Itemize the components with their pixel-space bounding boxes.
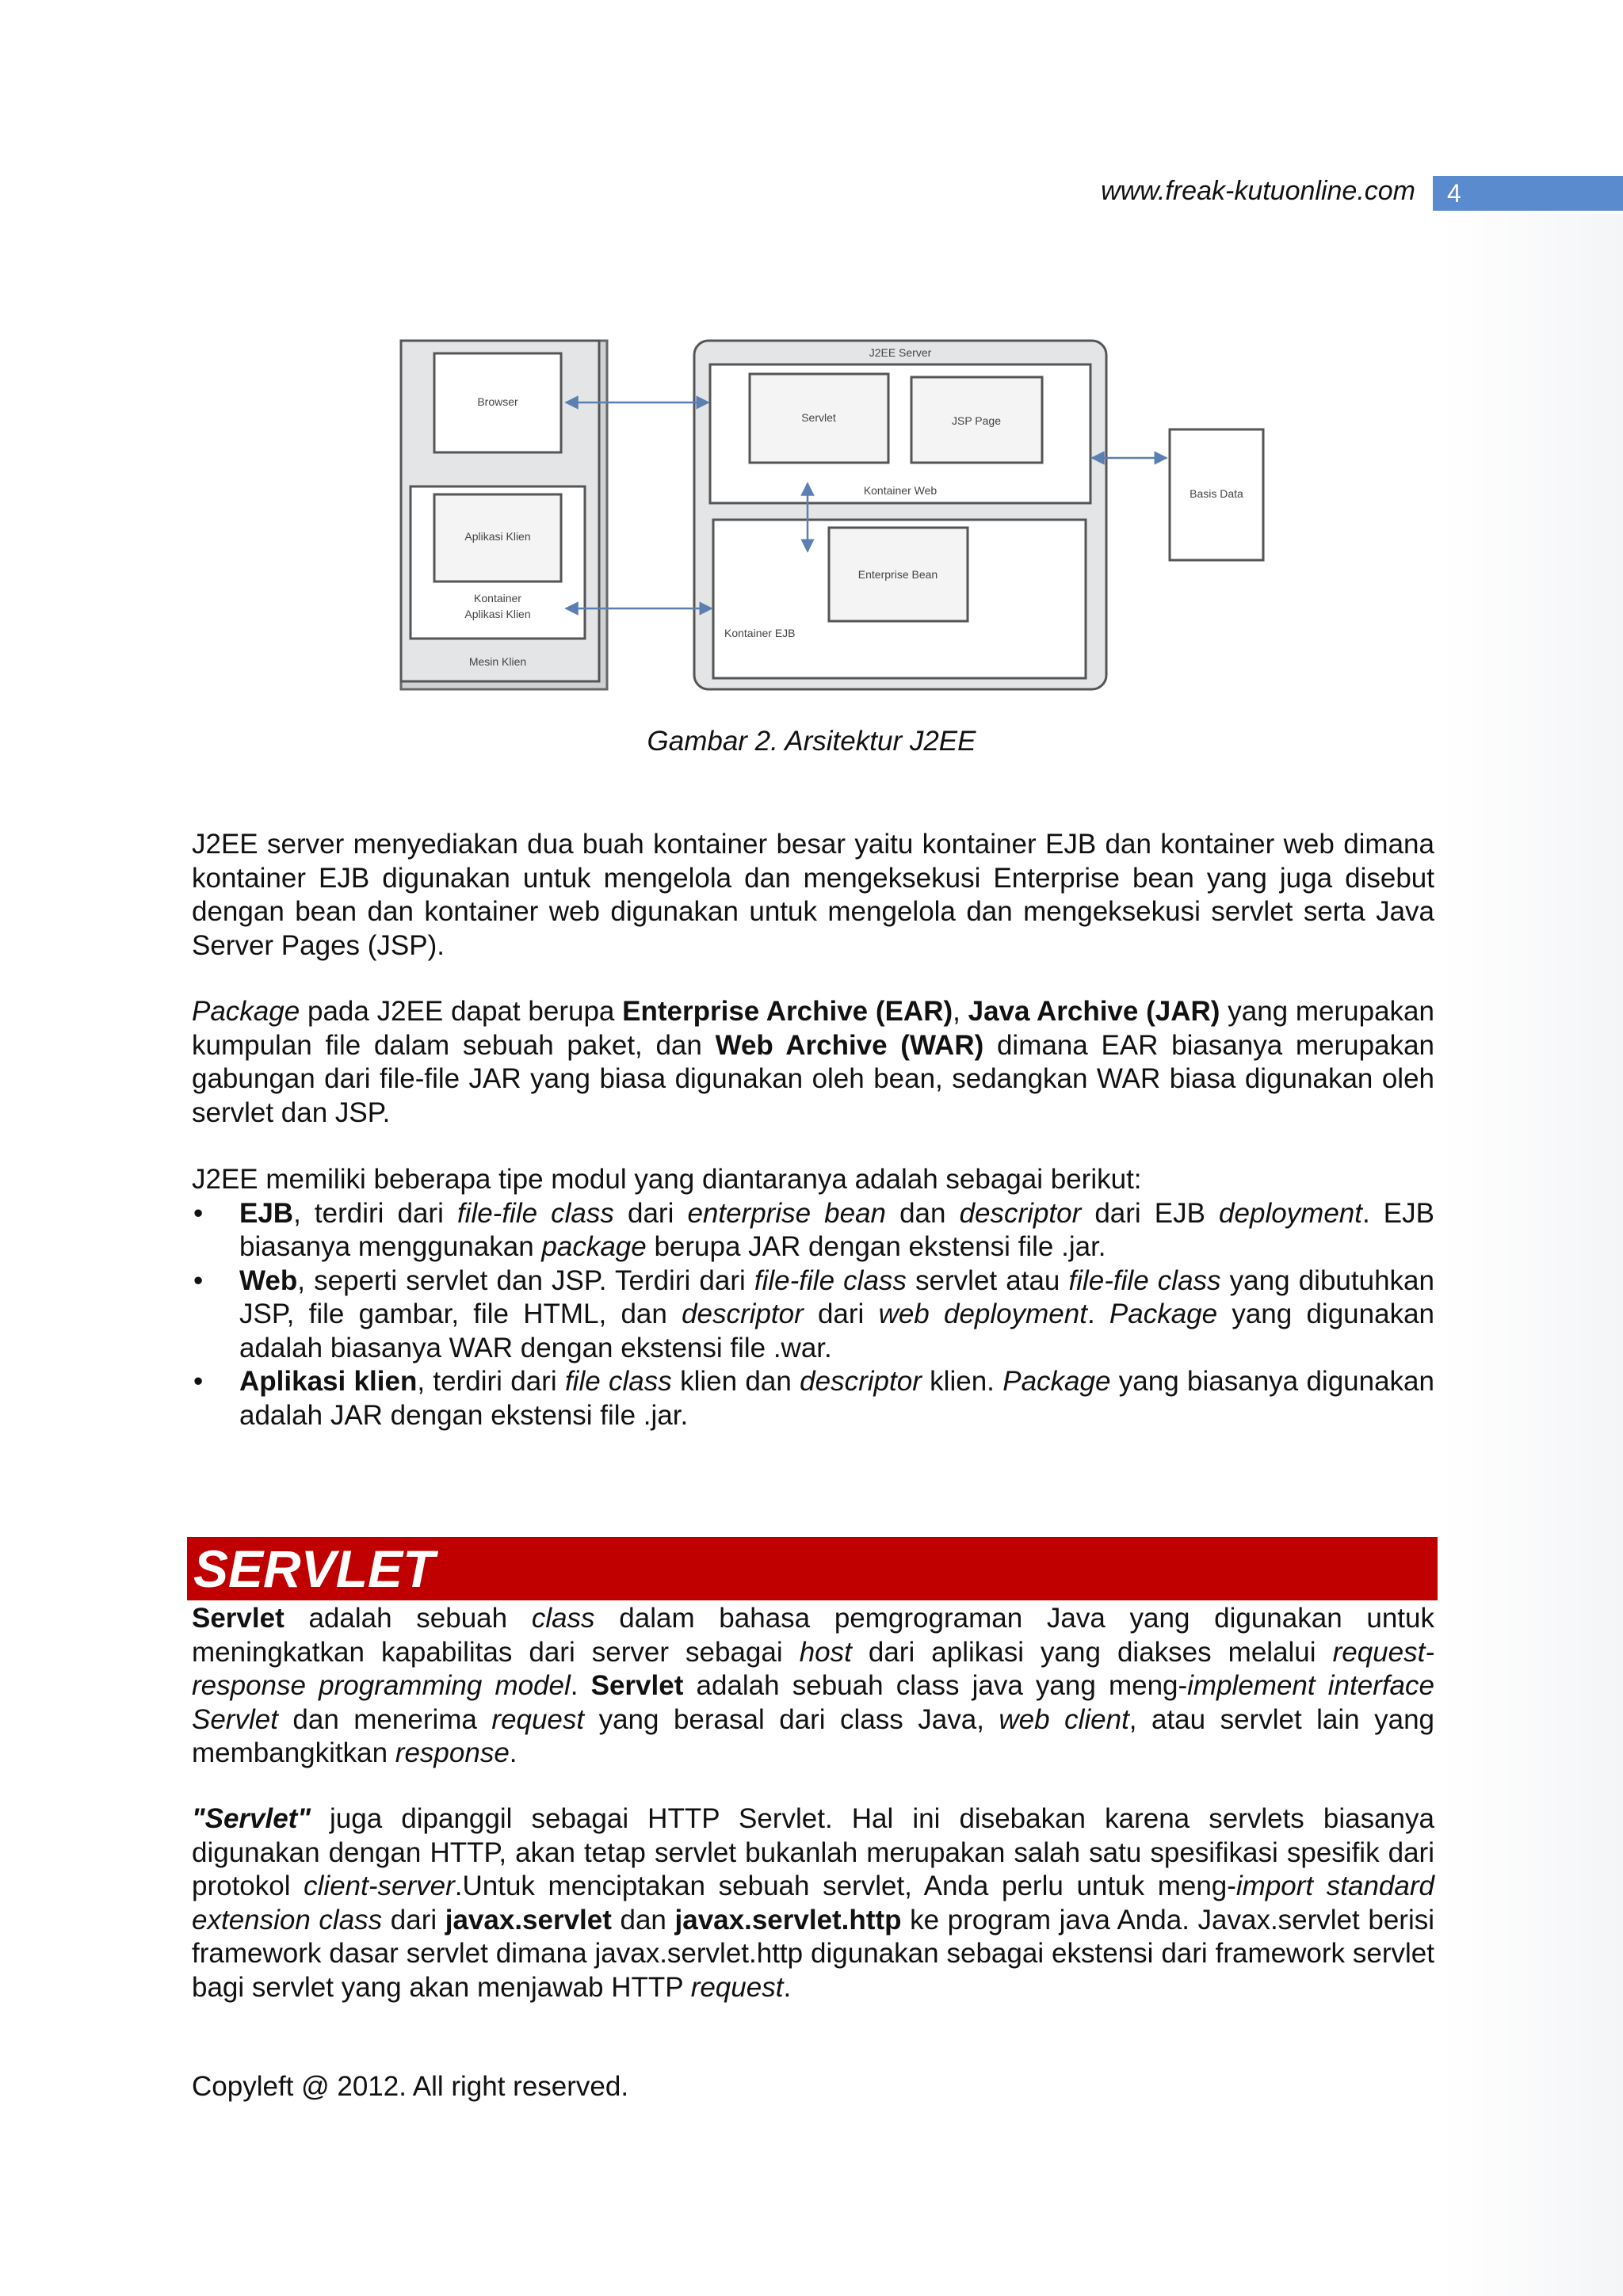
p2-span: Web Archive (WAR) xyxy=(715,1029,984,1061)
paragraph-servlet-1 xyxy=(192,1602,1434,1771)
p5-span: .Untuk menciptakan sebuah servlet, Anda perlu untuk meng- xyxy=(454,1871,1236,1901)
list-item xyxy=(192,1197,1434,1264)
p5-span: ke program java Anda. Javax.servlet berisi framework dasar servlet dimana javax.servlet.http digunakan sebagai ekstensi dari framework servlet bagi servlet yang akan menjawab HTTP xyxy=(192,1904,1434,2003)
li-span: descriptor xyxy=(959,1197,1082,1229)
p4-span: web client xyxy=(999,1703,1129,1735)
p2-span: Package xyxy=(192,996,300,1027)
li-span: file-file class xyxy=(1068,1264,1221,1296)
li-span: , seperti servlet dan JSP. Terdiri dari xyxy=(297,1264,754,1296)
li-span: file class xyxy=(564,1366,672,1397)
li-span: enterprise bean xyxy=(687,1197,887,1229)
li-span: descriptor xyxy=(800,1366,922,1397)
li-span: servlet atau xyxy=(906,1264,1069,1296)
bullet-icon: • xyxy=(193,1197,204,1229)
p5-span: request xyxy=(690,1971,784,2003)
li-span: Web xyxy=(239,1264,298,1296)
p5-span: import standard extension class xyxy=(192,1871,1434,1936)
footer-copyright: Copyleft @ 2012. All right reserved. xyxy=(192,2071,629,2102)
p4-span: implement interface Servlet xyxy=(192,1670,1434,1735)
p5-span: dari xyxy=(382,1904,445,1936)
li-span: package xyxy=(541,1231,647,1262)
paragraph-2 xyxy=(192,995,1434,1130)
p5-span: javax.servlet.http xyxy=(674,1904,902,1936)
j2ee-server-label: J2EE Server xyxy=(869,346,932,359)
li-span: yang biasanya digunakan adalah JAR dengan ekstensi file .jar. xyxy=(239,1366,1434,1431)
p5-span: juga dipanggil sebagai HTTP Servlet. Hal ini disebakan karena servlets biasanya digunakan dengan HTTP, akan tetap servlet bukanlah merupakan salah satu spesifikasi spesifik dari protokol xyxy=(192,1803,1434,1901)
client-machine-label: Mesin Klien xyxy=(468,655,527,668)
li-span: descriptor xyxy=(682,1299,804,1329)
enterprise-bean-label: Enterprise Bean xyxy=(857,568,938,581)
li-span: file-file class xyxy=(456,1197,614,1229)
module-list-section xyxy=(192,1163,1434,1432)
li-span: berupa JAR dengan ekstensi file .jar. xyxy=(646,1231,1106,1262)
p4-span: request-response programming model xyxy=(192,1636,1434,1701)
p4-span: dari aplikasi yang diakses melalui xyxy=(851,1636,1333,1668)
app-client-label: Aplikasi Klien xyxy=(464,530,531,543)
li-span: Package xyxy=(1109,1299,1218,1329)
header-url[interactable]: www.freak-kutuonline.com xyxy=(1101,176,1415,206)
paragraph-servlet-2 xyxy=(192,1802,1434,2004)
ejb-container-label: Kontainer EJB xyxy=(724,627,796,639)
p4-span: yang berasal dari class Java, xyxy=(584,1703,999,1735)
list-item xyxy=(192,1264,1434,1366)
section-title: SERVLET xyxy=(193,1539,435,1598)
jsp-page-label: JSP Page xyxy=(951,414,1002,427)
li-span: EJB xyxy=(239,1197,294,1229)
p4-span: adalah sebuah class java yang meng- xyxy=(683,1670,1188,1701)
p4-span: . xyxy=(570,1670,591,1701)
p4-span: , atau servlet lain yang membangkitkan xyxy=(192,1703,1434,1768)
p5-span: . xyxy=(783,1971,792,2003)
client-container-label-1: Kontainer xyxy=(474,592,521,605)
architecture-diagram xyxy=(393,333,1265,697)
bullet-icon: • xyxy=(193,1366,204,1397)
database-label: Basis Data xyxy=(1190,487,1243,500)
li-span: , terdiri dari xyxy=(293,1197,457,1229)
li-span: . EJB biasanya menggunakan xyxy=(239,1197,1434,1262)
li-span: Package xyxy=(1002,1366,1111,1397)
web-container-label: Kontainer Web xyxy=(863,484,938,497)
li-span: klien. xyxy=(921,1366,1003,1397)
p4-span: response xyxy=(395,1737,510,1768)
p5-span: javax.servlet xyxy=(445,1904,612,1936)
p4-span: Servlet xyxy=(192,1603,285,1634)
li-span: dari xyxy=(613,1197,688,1229)
p2-span: pada J2EE dapat berupa xyxy=(300,996,623,1027)
li-span: web deployment xyxy=(878,1299,1087,1329)
p4-span: dalam bahasa pemgrograman Java yang digunakan untuk meningkatkan kapabilitas dari server sebagai xyxy=(192,1603,1434,1668)
servlet-label: Servlet xyxy=(801,411,836,424)
li-span: , terdiri dari xyxy=(417,1366,565,1397)
page-number: 4 xyxy=(1433,176,1623,211)
li-span: yang dibutuhkan JSP, file gambar, file HTML, dan xyxy=(239,1264,1434,1329)
p4-span: adalah sebuah xyxy=(284,1603,532,1634)
p2-span: Enterprise Archive (EAR) xyxy=(622,996,953,1027)
section-header-bar xyxy=(187,1537,1438,1600)
li-span: dan xyxy=(886,1197,960,1229)
p2-span: yang merupakan kumpulan file dalam sebuah paket, dan xyxy=(192,996,1434,1061)
list-item xyxy=(192,1365,1434,1432)
p5-span: client-server xyxy=(304,1871,455,1901)
p2-span: dimana EAR biasanya merupakan gabungan dari file-file JAR yang biasa digunakan oleh bean, sedangkan WAR biasa digunakan oleh servlet dan JSP. xyxy=(192,1029,1434,1128)
p4-span: Servlet xyxy=(590,1670,684,1701)
page-edge-shade xyxy=(1441,214,1623,2296)
p5-span: "Servlet" xyxy=(192,1803,311,1834)
li-span: klien dan xyxy=(671,1366,800,1397)
browser-label: Browser xyxy=(477,395,518,408)
li-span: yang digunakan adalah biasanya WAR dengan ekstensi file .war. xyxy=(239,1299,1434,1363)
li-span: . xyxy=(1086,1299,1109,1329)
p4-span: dan menerima xyxy=(277,1703,492,1735)
p2-span: , xyxy=(953,996,968,1027)
li-span: deployment xyxy=(1219,1197,1362,1229)
li-span: dari xyxy=(803,1299,879,1329)
paragraph-1-text: J2EE server menyediakan dua buah kontainer besar yaitu kontainer EJB dan kontainer web dimana kontainer EJB digunakan untuk mengelola dan mengeksekusi Enterprise bean yang juga disebut dengan bean dan kontainer web digunakan untuk mengelola dan mengeksekusi servlet serta Java Server Pages (JSP). xyxy=(192,829,1434,961)
li-span: Aplikasi klien xyxy=(239,1366,418,1397)
paragraph-1 xyxy=(192,828,1434,963)
module-list xyxy=(192,1197,1434,1433)
p4-span: . xyxy=(509,1737,517,1768)
p4-span: class xyxy=(531,1603,595,1634)
p2-span: Java Archive (JAR) xyxy=(968,996,1220,1027)
p4-span: request xyxy=(491,1703,585,1735)
li-span: dari EJB xyxy=(1081,1197,1220,1229)
bullet-icon: • xyxy=(193,1264,204,1296)
client-container-label-2: Aplikasi Klien xyxy=(464,608,531,620)
module-list-intro: J2EE memiliki beberapa tipe modul yang diantaranya adalah sebagai berikut: xyxy=(192,1164,1142,1195)
p4-span: host xyxy=(799,1636,852,1668)
li-span: file-file class xyxy=(754,1264,907,1296)
figure-caption: Gambar 2. Arsitektur J2EE xyxy=(647,726,976,757)
p5-span: dan xyxy=(611,1904,675,1936)
